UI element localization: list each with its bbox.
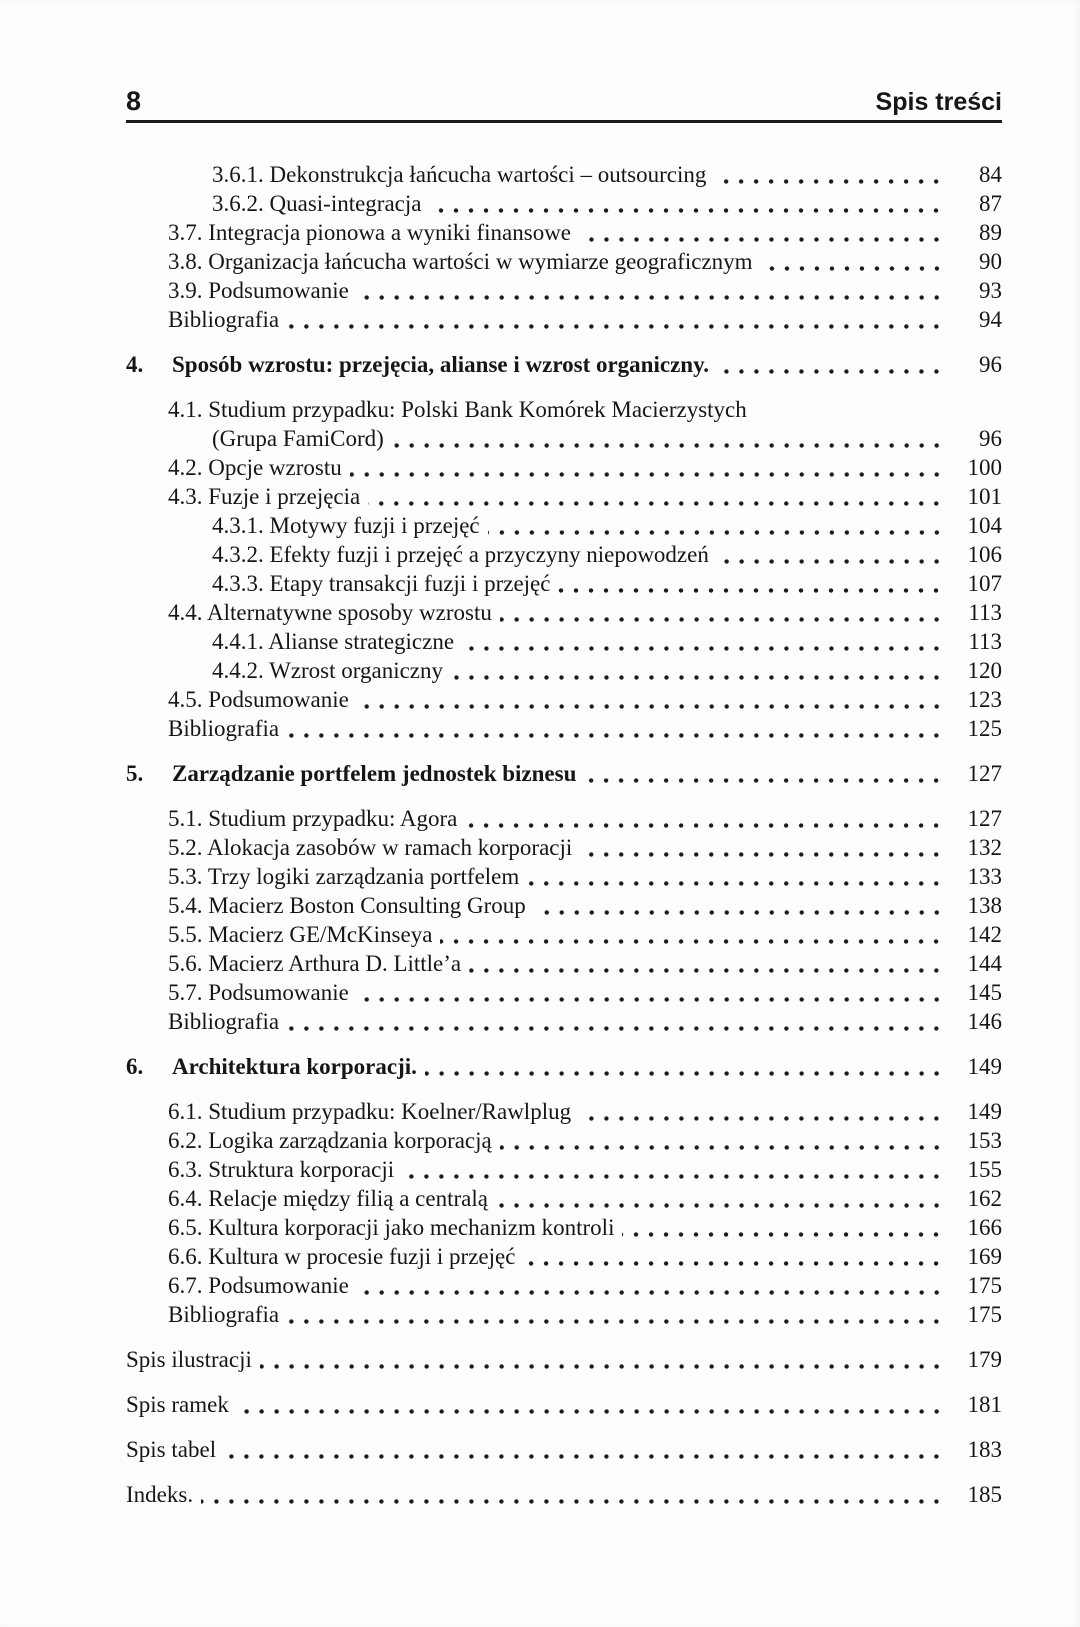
- dot-leader: [500, 1126, 946, 1155]
- toc-entry: [126, 1213, 1002, 1242]
- toc-entry-page-number: 146: [967, 1009, 1002, 1034]
- toc-entry-label: 4.4. Alternatywne sposoby wzrostu: [168, 600, 492, 625]
- toc-entry-page-number: 179: [967, 1347, 1002, 1372]
- dot-leader: [201, 1480, 946, 1509]
- toc-entry-label: 4.2. Opcje wzrostu: [168, 455, 342, 480]
- toc-entry: [126, 714, 1002, 743]
- dot-leader: [440, 920, 946, 949]
- dot-leader: [527, 862, 946, 891]
- dot-leader: [622, 1213, 946, 1242]
- toc-entry: [126, 891, 1002, 920]
- toc-entry-page-number: 181: [967, 1392, 1002, 1417]
- toc-entry-page-number: 145: [967, 980, 1002, 1005]
- toc-entry-page-number: 113: [968, 629, 1002, 654]
- toc-entry-label: 6.1. Studium przypadku: Koelner/Rawlplug: [168, 1099, 572, 1124]
- toc-entry-label: 6.2. Logika zarządzania korporacją: [168, 1128, 492, 1153]
- dot-leader: [392, 424, 946, 453]
- toc-entry: [126, 1007, 1002, 1036]
- toc-entry-chapter-number: 4.: [126, 352, 144, 377]
- dot-leader: [287, 305, 946, 334]
- toc-entry-label: 6.3. Struktura korporacji: [168, 1157, 395, 1182]
- toc-entry-page-number: 175: [967, 1302, 1002, 1327]
- dot-leader: [462, 627, 946, 656]
- dot-leader: [584, 759, 946, 788]
- running-head-title: Spis treści: [875, 88, 1002, 116]
- toc-entry-page-number: 96: [979, 352, 1002, 377]
- toc-entry: [126, 1052, 1002, 1081]
- dot-leader: [714, 160, 946, 189]
- toc-entry-page-number: 123: [967, 687, 1002, 712]
- toc-entry: [126, 656, 1002, 685]
- toc-entry-label: Spis ilustracji: [126, 1347, 252, 1372]
- toc-entry-page-number: 125: [967, 716, 1002, 741]
- toc-entry-label: 5.7. Podsumowanie: [168, 980, 349, 1005]
- dot-leader: [534, 891, 946, 920]
- toc-entry: [126, 350, 1002, 379]
- toc-entry: [126, 598, 1002, 627]
- page-number: 8: [126, 86, 142, 116]
- toc-entry-chapter-number: 6.: [126, 1054, 144, 1079]
- dot-leader: [579, 218, 946, 247]
- dot-leader: [402, 1155, 946, 1184]
- toc-entry-page-number: 100: [967, 455, 1002, 480]
- toc-entry-page-number: 138: [967, 893, 1002, 918]
- dot-leader: [425, 1052, 946, 1081]
- dot-leader: [287, 1007, 946, 1036]
- toc-entry-label: 4.3.2. Efekty fuzji i przejęć a przyczyny niepowodzeń: [212, 542, 709, 567]
- toc-entry-label: Spis tabel: [126, 1437, 217, 1462]
- toc-entry-label: 4.3.1. Motywy fuzji i przejęć: [212, 513, 480, 538]
- toc-entry: [126, 482, 1002, 511]
- dot-leader: [558, 569, 946, 598]
- toc-entry-label: (Grupa FamiCord): [212, 426, 384, 451]
- dot-leader: [523, 1242, 946, 1271]
- toc-entry: [126, 453, 1002, 482]
- toc-entry-label: Sposób wzrostu: przejęcia, alianse i wzrost organiczny.: [172, 352, 710, 377]
- dot-leader: [579, 1097, 946, 1126]
- dot-leader: [488, 511, 946, 540]
- toc-entry-label: 6.7. Podsumowanie: [168, 1273, 349, 1298]
- toc-entry-page-number: 106: [967, 542, 1002, 567]
- toc-entry-page-number: 96: [979, 426, 1002, 451]
- toc-entry-page-number: 104: [967, 513, 1002, 538]
- toc-entry-label: 5.1. Studium przypadku: Agora: [168, 806, 458, 831]
- dot-leader: [717, 540, 946, 569]
- toc-entry: [126, 160, 1002, 189]
- toc-entry-page-number: 185: [967, 1482, 1002, 1507]
- toc-entry: [126, 1184, 1002, 1213]
- dot-leader: [357, 1271, 946, 1300]
- dot-leader: [580, 833, 946, 862]
- dot-leader: [500, 598, 946, 627]
- toc-entry: [126, 395, 1002, 424]
- toc-entry-label: 5.6. Macierz Arthura D. Little’a: [168, 951, 462, 976]
- toc-entry-page-number: 113: [968, 600, 1002, 625]
- toc-entry-page-number: 107: [967, 571, 1002, 596]
- toc-entry: [126, 1126, 1002, 1155]
- toc-entry-page-number: 183: [967, 1437, 1002, 1462]
- toc-entry-label: Zarządzanie portfelem jednostek biznesu: [172, 761, 577, 786]
- toc-entry-page-number: 132: [967, 835, 1002, 860]
- toc-entry: [126, 804, 1002, 833]
- toc-entry-label: Architektura korporacji.: [172, 1054, 417, 1079]
- toc-entry-page-number: 175: [967, 1273, 1002, 1298]
- dot-leader: [287, 1300, 946, 1329]
- toc-entry: [126, 1097, 1002, 1126]
- toc-entry: [126, 1345, 1002, 1374]
- toc-entry-page-number: 155: [967, 1157, 1002, 1182]
- toc-entry: [126, 833, 1002, 862]
- dot-leader: [451, 656, 946, 685]
- toc-entry-label: 6.4. Relacje między filią a centralą: [168, 1186, 488, 1211]
- toc-entry: [126, 424, 1002, 453]
- dot-leader: [429, 189, 946, 218]
- dot-leader: [237, 1390, 946, 1419]
- toc-entry-label: 3.9. Podsumowanie: [168, 278, 349, 303]
- dot-leader: [357, 978, 946, 1007]
- dot-leader: [260, 1345, 946, 1374]
- toc-entry: [126, 511, 1002, 540]
- toc-list: [126, 160, 1002, 1509]
- toc-entry: [126, 920, 1002, 949]
- toc-entry-label: Bibliografia: [168, 307, 280, 332]
- toc-entry: [126, 627, 1002, 656]
- toc-entry: [126, 759, 1002, 788]
- toc-entry-page-number: 90: [979, 249, 1002, 274]
- toc-entry: [126, 189, 1002, 218]
- toc-entry: [126, 1155, 1002, 1184]
- toc-entry-label: 6.6. Kultura w procesie fuzji i przejęć: [168, 1244, 516, 1269]
- dot-leader: [465, 804, 946, 833]
- toc-entry: [126, 247, 1002, 276]
- toc-entry-label: Bibliografia: [168, 1302, 280, 1327]
- toc-entry: [126, 1242, 1002, 1271]
- toc-entry-label: 4.1. Studium przypadku: Polski Bank Komórek Macierzystych: [168, 397, 747, 422]
- toc-entry-label: 3.8. Organizacja łańcucha wartości w wymiarze geograficznym: [168, 249, 753, 274]
- toc-entry-page-number: 87: [979, 191, 1002, 216]
- running-head: [126, 0, 1002, 123]
- dot-leader: [717, 350, 946, 379]
- toc-entry-page-number: 101: [967, 484, 1002, 509]
- toc-entry-page-number: 89: [979, 220, 1002, 245]
- dot-leader: [357, 685, 946, 714]
- toc-entry-page-number: 149: [967, 1099, 1002, 1124]
- dot-leader: [761, 247, 946, 276]
- toc-entry: [126, 569, 1002, 598]
- dot-leader: [224, 1435, 946, 1464]
- toc-entry-page-number: 133: [967, 864, 1002, 889]
- toc-entry-label: Spis ramek: [126, 1392, 229, 1417]
- toc-entry: [126, 1390, 1002, 1419]
- dot-leader: [357, 276, 946, 305]
- toc-entry-label: 4.3.3. Etapy transakcji fuzji i przejęć: [212, 571, 551, 596]
- toc-entry-page-number: 142: [967, 922, 1002, 947]
- toc-entry-label: Indeks.: [126, 1482, 194, 1507]
- toc-entry-label: 4.4.1. Alianse strategiczne: [212, 629, 455, 654]
- toc-entry: [126, 1480, 1002, 1509]
- toc-entry-page-number: 120: [967, 658, 1002, 683]
- toc-entry-label: 3.6.1. Dekonstrukcja łańcucha wartości – outsourcing: [212, 162, 707, 187]
- dot-leader: [469, 949, 946, 978]
- toc-entry-chapter-number: 5.: [126, 761, 144, 786]
- toc-entry-label: 4.5. Podsumowanie: [168, 687, 349, 712]
- toc-entry-page-number: 149: [967, 1054, 1002, 1079]
- toc-entry-label: 4.3. Fuzje i przejęcia: [168, 484, 361, 509]
- toc-entry: [126, 305, 1002, 334]
- toc-entry-page-number: 84: [979, 162, 1002, 187]
- toc-entry: [126, 685, 1002, 714]
- toc-entry-label: 6.5. Kultura korporacji jako mechanizm kontroli: [168, 1215, 615, 1240]
- toc-entry-label: 5.3. Trzy logiki zarządzania portfelem: [168, 864, 520, 889]
- toc-entry-page-number: 127: [967, 761, 1002, 786]
- toc-entry-label: Bibliografia: [168, 716, 280, 741]
- toc-entry-page-number: 93: [979, 278, 1002, 303]
- toc-entry-page-number: 166: [967, 1215, 1002, 1240]
- toc-entry: [126, 949, 1002, 978]
- toc-entry-page-number: 169: [967, 1244, 1002, 1269]
- toc-entry: [126, 218, 1002, 247]
- toc-entry-label: 5.2. Alokacja zasobów w ramach korporacji: [168, 835, 573, 860]
- toc-entry-page-number: 153: [967, 1128, 1002, 1153]
- dot-leader: [496, 1184, 946, 1213]
- toc-entry-label: 4.4.2. Wzrost organiczny: [212, 658, 444, 683]
- dot-leader: [287, 714, 946, 743]
- toc-entry: [126, 978, 1002, 1007]
- toc-entry: [126, 540, 1002, 569]
- toc-entry-label: 3.7. Integracja pionowa a wyniki finansowe: [168, 220, 572, 245]
- toc-entry-page-number: 94: [979, 307, 1002, 332]
- toc-entry-label: Bibliografia: [168, 1009, 280, 1034]
- toc-entry: [126, 276, 1002, 305]
- toc-entry: [126, 1435, 1002, 1464]
- toc-entry: [126, 1300, 1002, 1329]
- dot-leader: [350, 453, 946, 482]
- toc-entry-page-number: 162: [967, 1186, 1002, 1211]
- toc-entry-label: 5.5. Macierz GE/McKinseya: [168, 922, 433, 947]
- toc-entry-label: 3.6.2. Quasi-integracja: [212, 191, 422, 216]
- dot-leader: [368, 482, 946, 511]
- toc-entry: [126, 1271, 1002, 1300]
- toc-entry: [126, 862, 1002, 891]
- toc-entry-page-number: 127: [967, 806, 1002, 831]
- toc-entry-label: 5.4. Macierz Boston Consulting Group: [168, 893, 526, 918]
- toc-entry-page-number: 144: [967, 951, 1002, 976]
